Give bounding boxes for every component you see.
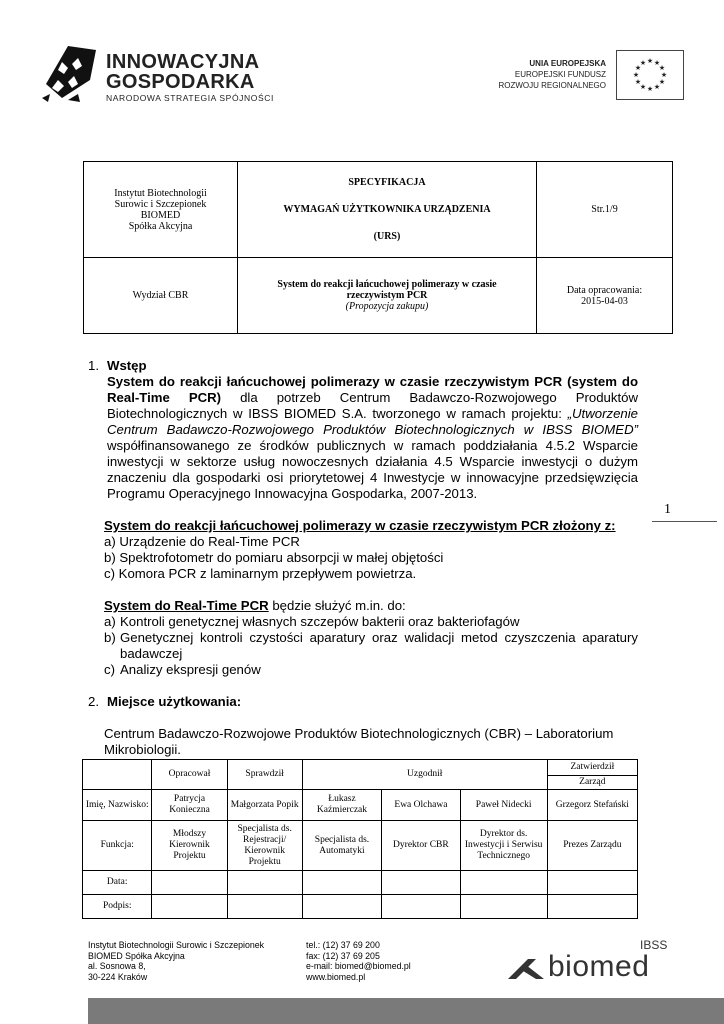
usage-item xyxy=(88,662,638,678)
section-2 xyxy=(88,694,638,758)
org-line: BIOMED xyxy=(140,209,181,221)
date-label: Data opracowania: xyxy=(566,284,643,296)
signature-field xyxy=(547,895,637,919)
svg-text:★: ★ xyxy=(653,59,661,67)
contact-line: e-mail: biomed@biomed.pl xyxy=(306,961,411,971)
address-line: BIOMED Spółka Akcyjna xyxy=(88,950,185,961)
eu-label xyxy=(498,58,606,91)
footer-address xyxy=(88,940,264,982)
signature-field xyxy=(227,895,302,919)
usage-heading: System do Real-Time PCR xyxy=(104,598,269,613)
component-item: c) Komora PCR z laminarnym przepływem powietrza. xyxy=(104,566,417,581)
page-number-rule xyxy=(652,521,717,522)
system-name-line2: rzeczywistym PCR xyxy=(346,290,428,301)
col-header: Sprawdził xyxy=(227,760,302,790)
component-item: b) Spektrofotometr do pomiaru absorpcji w małej objętości xyxy=(104,550,444,565)
col-header: Uzgodnił xyxy=(302,760,547,790)
organization-cell xyxy=(84,162,238,258)
biomed-logo-icon xyxy=(506,951,546,981)
system-name-cell xyxy=(238,258,537,334)
spec-abbr: (URS) xyxy=(373,231,401,242)
spec-subtitle: WYMAGAŃ UŻYTKOWNIKA URZĄDZENIA xyxy=(283,204,491,215)
date-field xyxy=(227,871,302,895)
svg-text:★: ★ xyxy=(639,59,647,67)
svg-text:★: ★ xyxy=(660,71,668,79)
footer-bar xyxy=(88,998,724,1024)
section-number: 1. xyxy=(88,358,99,373)
usage-text: będzie służyć m.in. do: xyxy=(268,598,406,613)
signature-field xyxy=(152,895,227,919)
signatory-function: Dyrektor CBR xyxy=(382,821,460,871)
signatory-name: Ewa Olchawa xyxy=(382,790,460,821)
intro-text2: współfinansowanego ze środków publicznych w ramach poddziałania 4.5.2 Wsparcie inwestycji w sektorze usług nowoczesnych działania 4.5 Wsparcie inwestycji o dużym znaczeniu dla gospodarki osi priorytetowej 4 Inwestycje w innowacyjne przedsięwzięcia Programu Operacyjnego Innowacyjna Gospodarka, 2007-2013. xyxy=(107,438,638,501)
intro-bold: System do reakcji łańcuchowej polimerazy w czasie rzeczywistym PCR (system do Real-Time PCR) xyxy=(107,374,638,405)
signatory-function: Dyrektor ds. Inwestycji i Serwisu Technicznego xyxy=(460,821,547,871)
usage-item-text: Analizy ekspresji genów xyxy=(120,662,261,677)
usage-marker: b) xyxy=(104,630,116,645)
section-heading: Miejsce użytkowania: xyxy=(107,694,242,709)
brand-large: biomed xyxy=(548,950,650,983)
brand-small: IBSS xyxy=(640,938,668,952)
project-name: „Utworzenie Centrum Badawczo-Rozwojowego Produktów Biotechnologicznych w IBSS BIOMED” xyxy=(107,406,638,437)
address-line: 30-224 Kraków xyxy=(88,971,148,982)
svg-text:★: ★ xyxy=(639,83,647,91)
row-label: Funkcja: xyxy=(83,821,152,871)
signatory-function: Specjalista ds. Automatyki xyxy=(302,821,381,871)
svg-text:★: ★ xyxy=(658,78,666,86)
signatory-function: Specjalista ds. Rejestracji/ Kierownik Projektu xyxy=(227,821,302,871)
svg-text:★: ★ xyxy=(646,85,654,93)
svg-text:★: ★ xyxy=(632,71,640,79)
department-cell: Wydział CBR xyxy=(84,258,238,334)
eu-line1: UNIA EUROPEJSKA xyxy=(529,59,606,68)
page-number-cell: Str.1/9 xyxy=(537,162,673,258)
section-heading: Wstęp xyxy=(107,358,147,373)
contact-line: www.biomed.pl xyxy=(306,971,366,982)
footer-contact xyxy=(306,940,411,982)
signatory-name: Patrycja Konieczna xyxy=(152,790,227,821)
logo-title-line1: INNOWACYJNA xyxy=(106,51,260,73)
date-field xyxy=(460,871,547,895)
eu-line2: EUROPEJSKI FUNDUSZ xyxy=(514,70,606,79)
org-line: Instytut Biotechnologii xyxy=(114,187,207,199)
usage-item-text: Genetycznej kontroli czystości aparatury oraz walidacji metod czyszczenia aparatury badawczej xyxy=(120,630,638,661)
spec-title-cell xyxy=(238,162,537,258)
side-page-number: 1 xyxy=(664,502,671,517)
signatory-name: Łukasz Kaźmierczak xyxy=(302,790,381,821)
signatory-function: Młodszy Kierownik Projektu xyxy=(152,821,227,871)
logo-title-line2: GOSPODARKA xyxy=(106,71,255,93)
corner-cell xyxy=(83,760,152,790)
usage-marker: a) xyxy=(104,614,116,629)
location-text: Centrum Badawczo-Rozwojowe Produktów Biotechnologicznych (CBR) – Laboratorium Mikrobiologii. xyxy=(104,726,614,757)
logo-subtitle: NARODOWA STRATEGIA SPÓJNOŚCI xyxy=(106,93,274,103)
signature-field xyxy=(302,895,381,919)
svg-text:★: ★ xyxy=(646,57,654,65)
row-label: Podpis: xyxy=(83,895,152,919)
intro-paragraph xyxy=(88,374,638,502)
intro-text1: dla potrzeb Centrum Badawczo-Rozwojowego Produktów Biotechnologicznych w IBSS BIOMED S.A. tworzonego w ramach projektu: xyxy=(107,390,638,421)
date-cell xyxy=(537,258,673,334)
signatory-name: Małgorzata Popik xyxy=(227,790,302,821)
signatory-name: Grzegorz Stefański xyxy=(547,790,637,821)
svg-text:★: ★ xyxy=(634,78,642,86)
date-field xyxy=(152,871,227,895)
eu-line3: ROZWOJU REGIONALNEGO xyxy=(498,81,606,90)
signature-field xyxy=(460,895,547,919)
usage-item-text: Kontroli genetycznej własnych szczepów bakterii oraz bakteriofagów xyxy=(120,614,520,629)
innowacyjna-gospodarka-logo-icon xyxy=(38,40,102,104)
row-label: Data: xyxy=(83,871,152,895)
spec-title: SPECYFIKACJA xyxy=(348,177,426,188)
contact-line: fax: (12) 37 69 205 xyxy=(306,950,380,961)
svg-text:★: ★ xyxy=(653,83,661,91)
logo-title xyxy=(106,52,259,92)
col-header: Zatwierdził xyxy=(547,760,637,776)
org-line: Surowic i Szczepionek xyxy=(114,198,207,210)
usage-item xyxy=(88,630,638,662)
document-header-table xyxy=(83,161,673,334)
date-field xyxy=(547,871,637,895)
contact-line: tel.: (12) 37 69 200 xyxy=(306,940,380,950)
system-name-line1: System do reakcji łańcuchowej polimerazy w czasie xyxy=(277,279,497,290)
usage-marker: c) xyxy=(104,662,115,677)
date-field xyxy=(382,871,460,895)
eu-flag-icon xyxy=(616,50,684,100)
proposal-label: (Propozycja zakupu) xyxy=(345,301,429,312)
svg-text:★: ★ xyxy=(658,64,666,72)
signature-table xyxy=(82,759,638,919)
address-line: al. Sosnowa 8, xyxy=(88,961,146,971)
org-line: Spółka Akcyjna xyxy=(128,220,193,232)
date-field xyxy=(302,871,381,895)
component-item: a) Urządzenie do Real-Time PCR xyxy=(104,534,300,549)
col-header: Zarząd xyxy=(547,776,637,790)
signature-field xyxy=(382,895,460,919)
main-content xyxy=(88,358,638,758)
row-label: Imię, Nazwisko: xyxy=(83,790,152,821)
svg-text:★: ★ xyxy=(634,64,642,72)
section-number: 2. xyxy=(88,694,99,709)
signatory-function: Prezes Zarządu xyxy=(547,821,637,871)
section-1 xyxy=(88,358,638,678)
date-value: 2015-04-03 xyxy=(581,295,628,307)
usage-item xyxy=(88,614,638,630)
signatory-name: Paweł Nidecki xyxy=(460,790,547,821)
address-line: Instytut Biotechnologii Surowic i Szczepionek xyxy=(88,940,265,950)
components-heading: System do reakcji łańcuchowej polimerazy w czasie rzeczywistym PCR złożony z: xyxy=(104,518,616,533)
col-header: Opracował xyxy=(152,760,227,790)
